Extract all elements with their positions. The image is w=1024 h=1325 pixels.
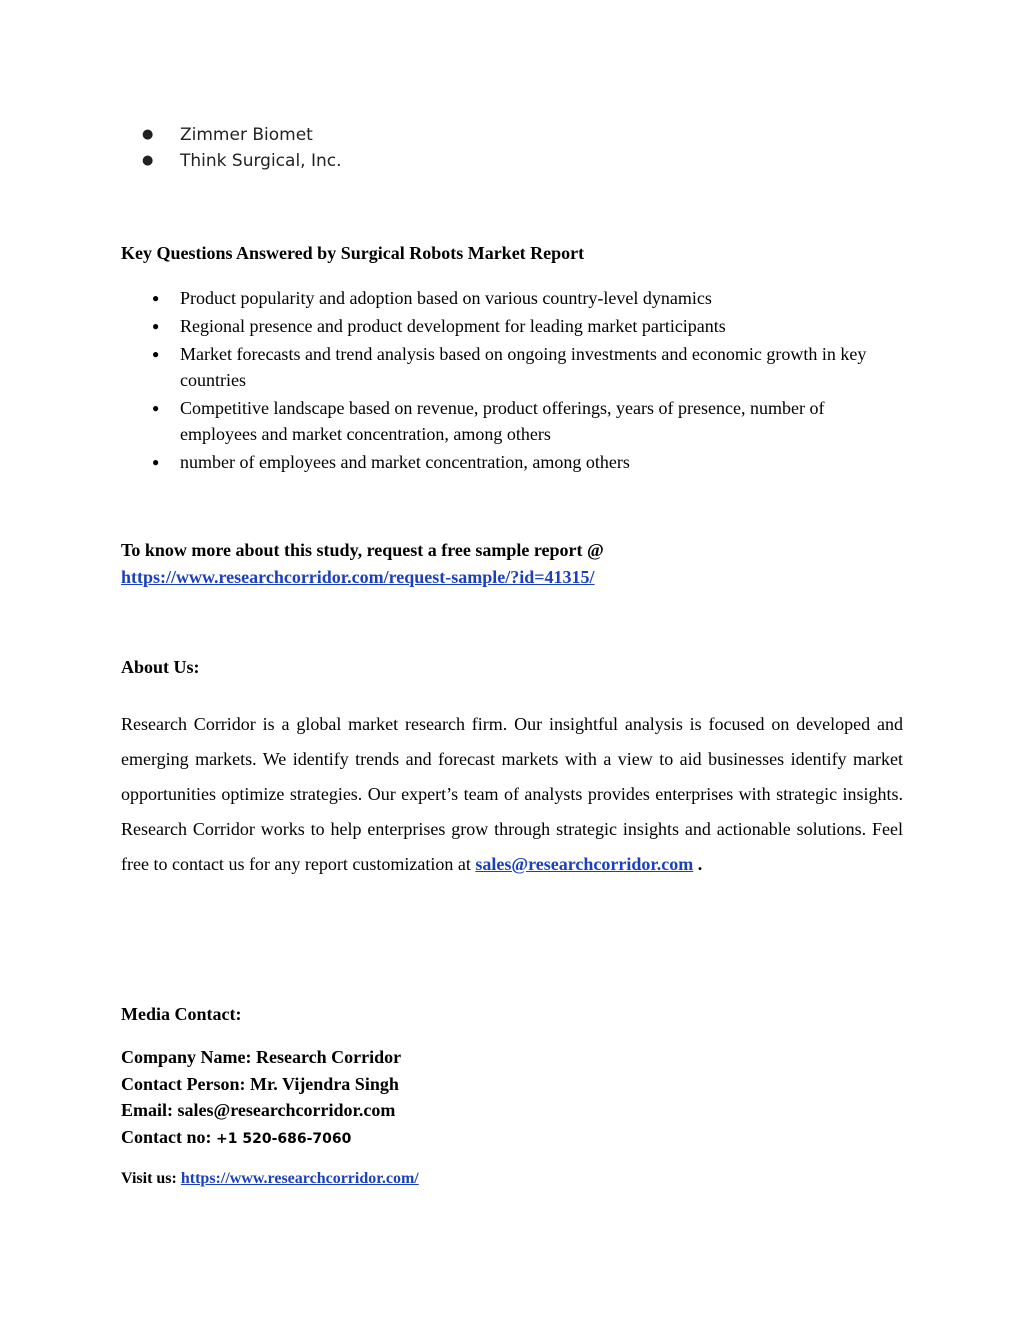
list-item: ● Product popularity and adoption based on various country-level dynamics: [121, 285, 903, 311]
bullet-icon: ●: [152, 347, 160, 361]
bullet-icon: ●: [152, 401, 160, 415]
key-questions-list: [121, 285, 903, 477]
bullet-icon: ●: [152, 455, 160, 469]
sample-request-link[interactable]: https://www.researchcorridor.com/request-sample/?id=41315/: [121, 567, 595, 587]
list-item: ● Regional presence and product development for leading market participants: [121, 313, 903, 339]
about-paragraph: Research Corridor is a global market research firm. Our insightful analysis is focused on developed and emerging markets. We identify trends and forecast markets with a view to aid businesses identify market opportunities optimize strategies. Our expert’s team of analysts provides enterprises with strategic insights. Research Corridor works to help enterprises grow through strategic insights and actionable solutions. Feel free to contact us for any report customization at sales@researchcorridor.com .: [121, 714, 903, 874]
email-link[interactable]: sales@researchcorridor.com: [475, 854, 694, 874]
contact-details: [121, 1044, 401, 1152]
phone-line: Contact no: +1 520-686-7060: [121, 1126, 352, 1147]
bullet-icon: ●: [152, 319, 160, 333]
person-line: Contact Person: Mr. Vijendra Singh: [121, 1073, 399, 1094]
media-contact-heading: Media Contact:: [121, 1004, 242, 1024]
visit-line: Visit us: https://www.researchcorridor.com/: [121, 1170, 419, 1187]
company-list: [121, 122, 901, 174]
website-link[interactable]: https://www.researchcorridor.com/: [180, 1170, 419, 1187]
company-line: Company Name: Research Corridor: [121, 1047, 402, 1067]
email-line: Email: sales@researchcorridor.com: [121, 1100, 396, 1120]
list-item: ● Market forecasts and trend analysis based on ongoing investments and economic growth in key countries: [121, 341, 903, 393]
bullet-icon: ●: [142, 127, 154, 142]
key-questions-heading: Key Questions Answered by Surgical Robots Market Report: [121, 243, 585, 263]
list-item: ● number of employees and market concentration, among others: [121, 449, 903, 475]
list-item: ● Zimmer Biomet: [121, 122, 901, 148]
list-item: ● Competitive landscape based on revenue, product offerings, years of presence, number of employees and market concentration, among others: [121, 395, 903, 447]
list-item: ● Think Surgical, Inc.: [121, 148, 901, 174]
about-heading: About Us:: [121, 657, 200, 677]
bullet-icon: ●: [152, 291, 160, 305]
sample-request-text: To know more about this study, request a free sample report @: [121, 540, 604, 560]
bullet-icon: ●: [142, 153, 154, 168]
